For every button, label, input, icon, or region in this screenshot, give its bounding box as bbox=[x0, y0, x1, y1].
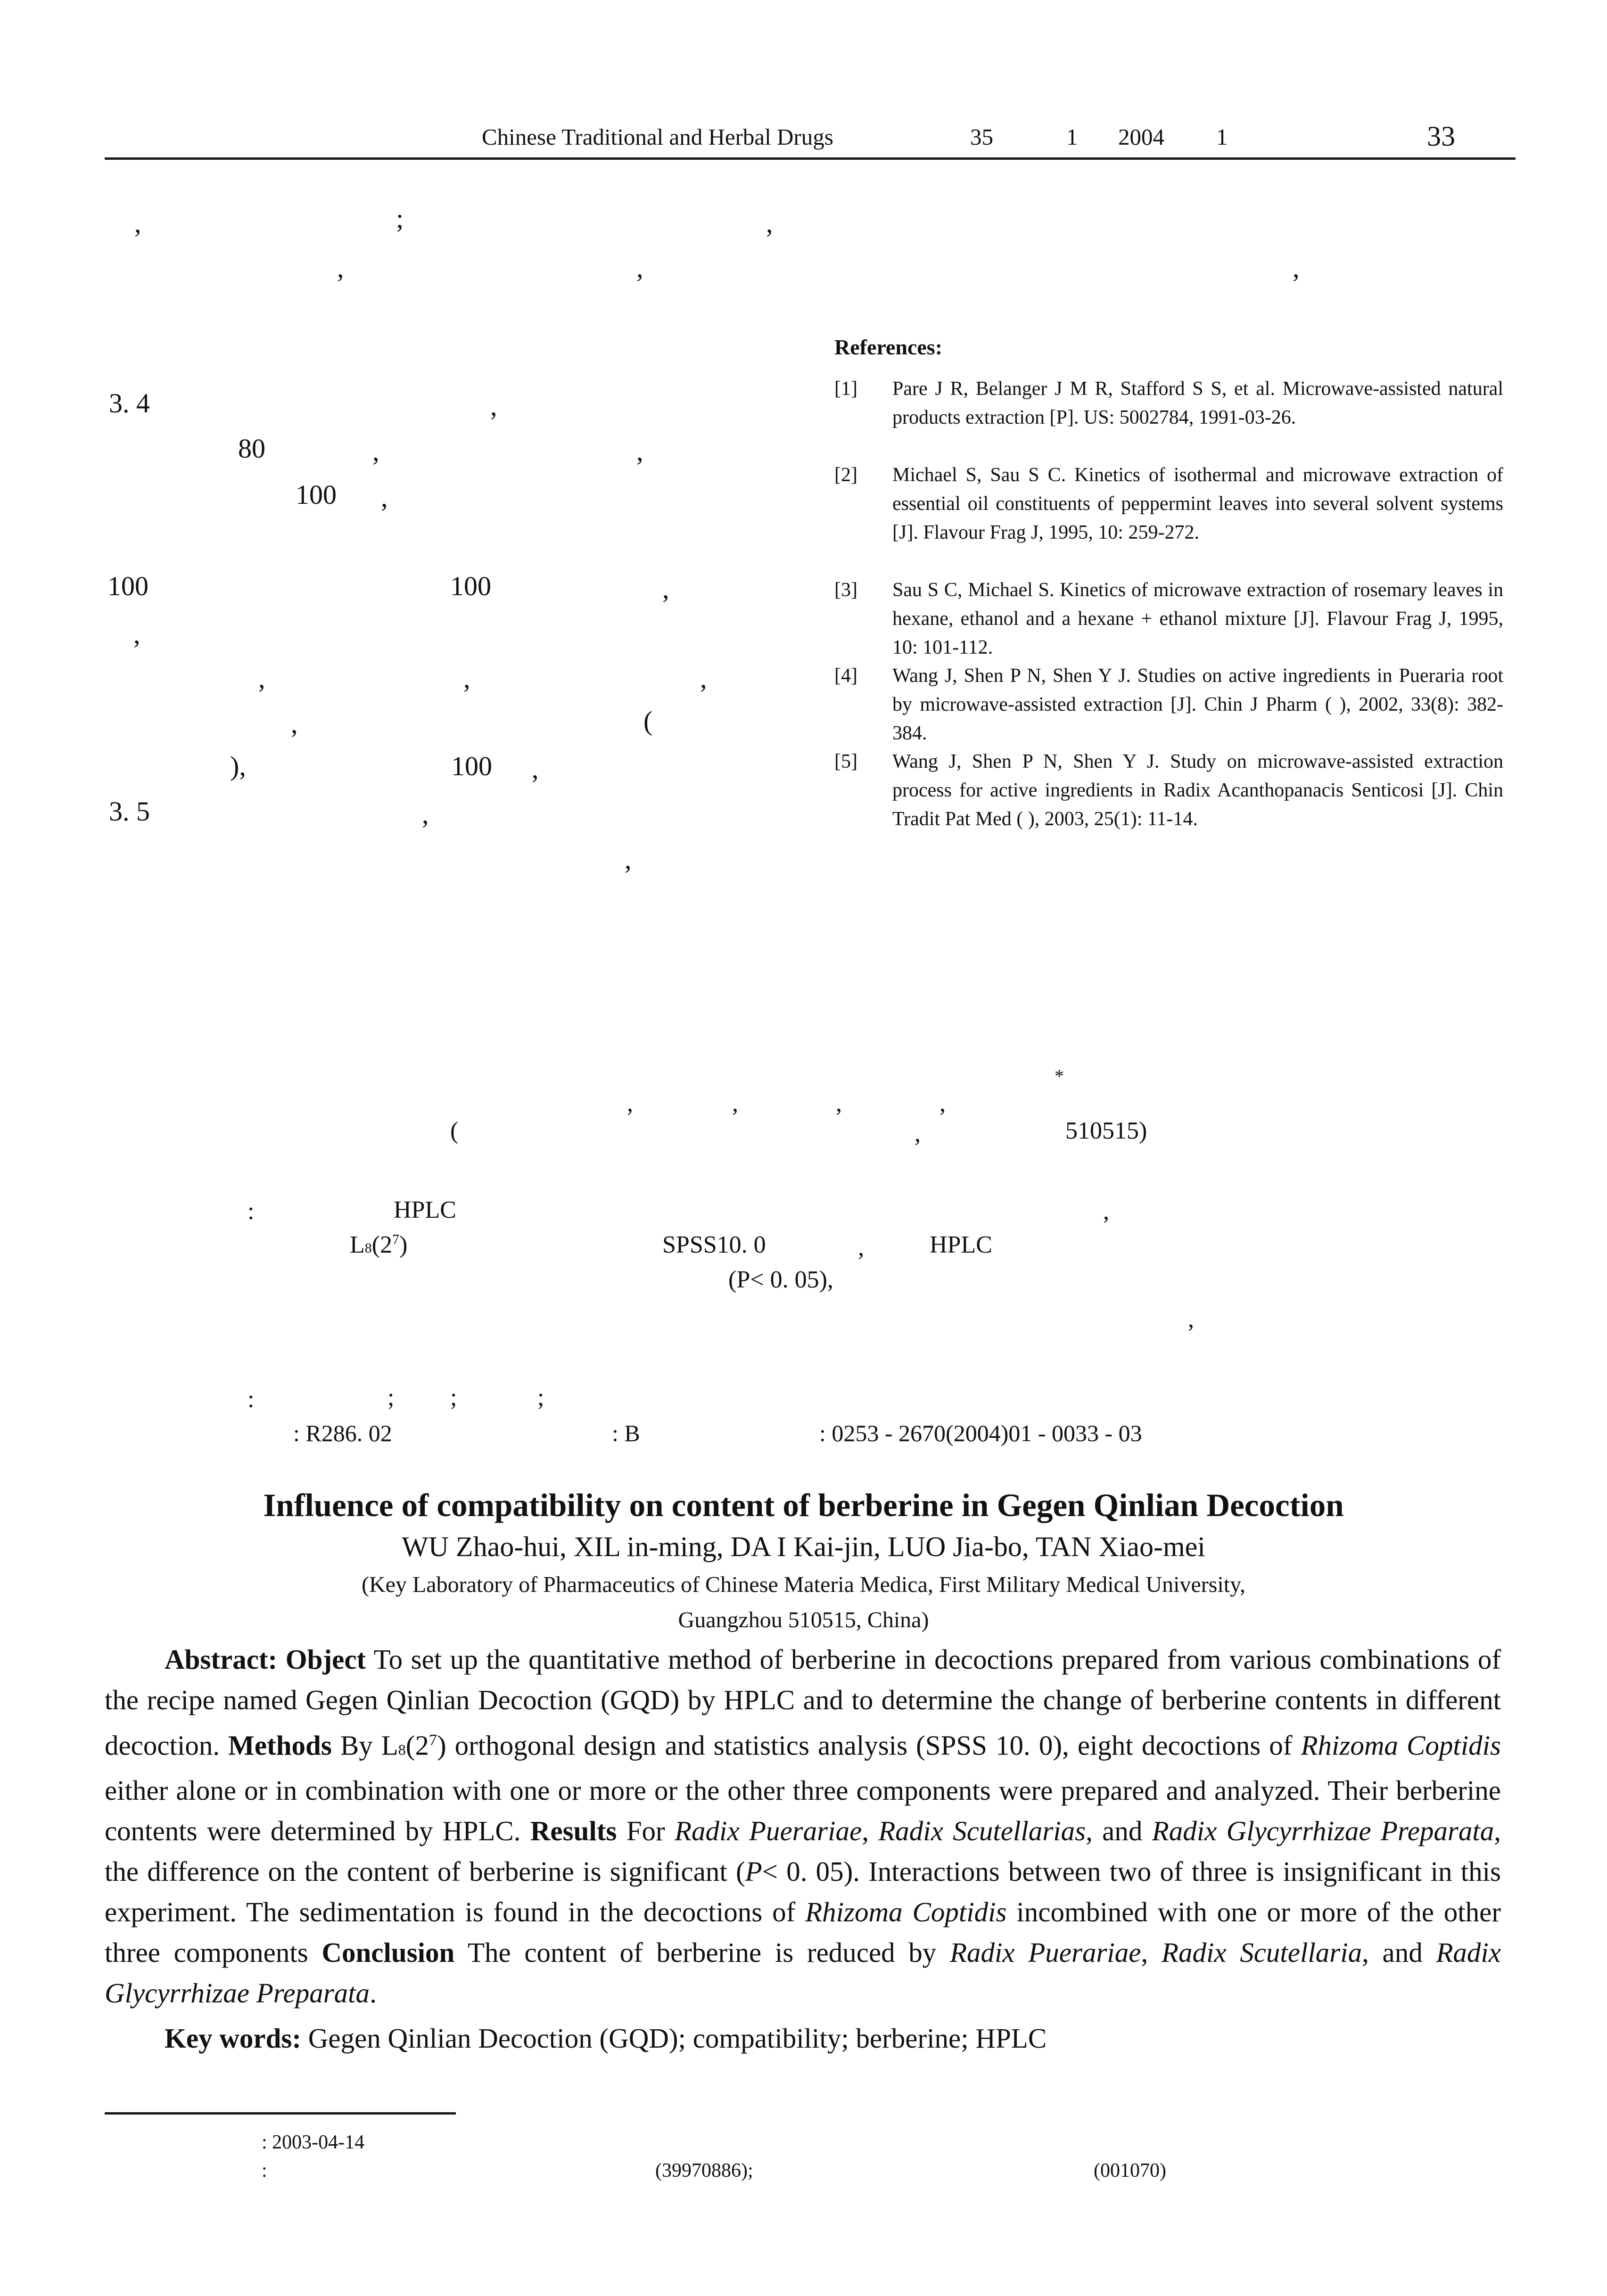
conclusion-italic: Radix Puerariae bbox=[949, 1936, 1141, 1968]
frag: , bbox=[1293, 253, 1300, 283]
reference-text: Sau S C, Michael S. Kinetics of microwave extraction of rosemary leaves in hexane, ethanol and a hexane + ethanol mixture [J]. Flavour Frag J, 1995, 10: 101-112. bbox=[892, 579, 1503, 658]
results-text: , and bbox=[1086, 1815, 1152, 1846]
conclusion-italic: Radix Glycyrrhizae Preparata bbox=[105, 1936, 1501, 2009]
author-separator: , bbox=[627, 1090, 633, 1117]
frag: , bbox=[636, 253, 643, 283]
header-rule bbox=[105, 157, 1516, 160]
frag: 100 bbox=[107, 571, 148, 601]
article-id: : 0253 - 2670(2004)01 - 0033 - 03 bbox=[819, 1420, 1142, 1446]
author-separator: , bbox=[836, 1090, 842, 1117]
methods-text: By L bbox=[331, 1730, 398, 1761]
results-text: < 0. 05). Interactions between two of three is insignificant in this experiment. The sedimentation is found in the decoctions of bbox=[105, 1855, 1501, 1927]
methods-label: Methods bbox=[228, 1730, 332, 1761]
ls-base: L bbox=[350, 1231, 365, 1258]
frag: ), bbox=[230, 751, 246, 781]
document-code: : B bbox=[612, 1420, 640, 1446]
keyword-separator: ; bbox=[537, 1384, 544, 1411]
reference-number: [5] bbox=[834, 751, 857, 772]
journal-issue: 1 bbox=[1066, 124, 1078, 150]
affiliation-postcode: 510515) bbox=[1065, 1117, 1147, 1144]
methods-text: either alone or in combination with one or more or the other three components were prepared and analyzed. Their berberine contents were determined by HPLC. bbox=[105, 1774, 1501, 1846]
ls-sub: 8 bbox=[364, 1240, 372, 1256]
frag: , bbox=[291, 708, 298, 739]
results-text: For bbox=[617, 1815, 675, 1846]
results-label: Results bbox=[530, 1815, 617, 1846]
article-title-en: Influence of compatibility on content of berberine in Gegen Qinlian Decoction bbox=[263, 1487, 1344, 1523]
footnote-rule bbox=[105, 2112, 456, 2115]
frag: 100 bbox=[451, 751, 492, 781]
ls-sup: 7 bbox=[392, 1231, 400, 1247]
frag: , bbox=[463, 663, 470, 694]
methods-sub: 8 bbox=[398, 1741, 406, 1758]
keywords-text: Gegen Qinlian Decoction (GQD); compatibility; berberine; HPLC bbox=[301, 2023, 1047, 2054]
methods-sup: 7 bbox=[429, 1731, 437, 1749]
section-number-3-5: 3. 5 bbox=[109, 796, 150, 827]
frag: ( bbox=[643, 705, 653, 736]
frag: 100 bbox=[296, 479, 337, 510]
abstract-frag: , bbox=[858, 1234, 864, 1261]
keyword-separator: ; bbox=[450, 1384, 457, 1411]
frag: ; bbox=[396, 203, 404, 234]
fund-colon: : bbox=[262, 2160, 267, 2181]
keywords-label: Key words: bbox=[165, 2023, 302, 2054]
page-number: 33 bbox=[1427, 121, 1455, 152]
affiliation-comma: , bbox=[915, 1120, 921, 1147]
results-text: , the difference on the content of berberine is significant ( bbox=[105, 1815, 1501, 1887]
keywords-colon: : bbox=[247, 1386, 255, 1413]
results-italic: Radix Glycyrrhizae Preparata bbox=[1152, 1815, 1494, 1846]
journal-name: Chinese Traditional and Herbal Drugs bbox=[482, 124, 833, 150]
abstract-frag: , bbox=[1103, 1198, 1109, 1225]
object-text: To set up the quantitative method of berberine in decoctions prepared from various combinations of the recipe named Gegen Qinlian Decoction (GQD) by HPLC and to determine the change of berberine contents in different decoction. bbox=[105, 1644, 1501, 1761]
conclusion-text: , bbox=[1141, 1936, 1162, 1968]
affiliation-line-2: Guangzhou 510515, China) bbox=[678, 1607, 929, 1632]
frag: , bbox=[700, 663, 707, 694]
frag: , bbox=[337, 253, 344, 283]
abstract-frag: , bbox=[1188, 1306, 1194, 1333]
affiliation-line-1: (Key Laboratory of Pharmaceutics of Chinese Materia Medica, First Military Medical University, bbox=[362, 1572, 1245, 1597]
article-authors-en: WU Zhao-hui, XIL in-ming, DA I Kai-jin, LUO Jia-bo, TAN Xiao-mei bbox=[402, 1531, 1205, 1562]
reference-number: [3] bbox=[834, 579, 857, 601]
conclusion-label: Conclusion bbox=[321, 1936, 455, 1968]
frag: , bbox=[422, 799, 429, 829]
reference-number: [1] bbox=[834, 378, 857, 400]
section-number-3-4: 3. 4 bbox=[109, 388, 150, 418]
frag: , bbox=[381, 482, 388, 513]
conclusion-text: The content of berberine is reduced by bbox=[454, 1936, 950, 1968]
frag: , bbox=[636, 436, 643, 467]
results-italic: Rhizoma Coptidis bbox=[805, 1896, 1007, 1927]
frag: , bbox=[133, 619, 140, 649]
frag: , bbox=[625, 844, 632, 875]
frag: , bbox=[766, 208, 773, 238]
abstract-colon: : bbox=[247, 1198, 255, 1225]
author-separator: , bbox=[939, 1090, 946, 1117]
ls-close: ) bbox=[399, 1231, 408, 1258]
author-separator: , bbox=[732, 1090, 738, 1117]
frag: , bbox=[532, 754, 539, 784]
methods-text: ) orthogonal design and statistics analysis (SPSS 10. 0), eight decoctions of bbox=[437, 1730, 1301, 1761]
methods-italic: Rhizoma Coptidis bbox=[1301, 1730, 1501, 1761]
reference-text: Wang J, Shen P N, Shen Y J. Studies on active ingredients in Pueraria root by microwave-assisted extraction [J]. Chin J Pharm ( ), 2002, 33(8): 382-384. bbox=[892, 665, 1503, 744]
results-text: , bbox=[862, 1815, 879, 1846]
reference-text: Michael S, Sau S C. Kinetics of isothermal and microwave extraction of essential oil constituents of peppermint leaves into several solvent systems [J]. Flavour Frag J, 1995, 10: 259-272. bbox=[892, 464, 1503, 543]
frag: 100 bbox=[450, 571, 491, 601]
frag: , bbox=[662, 574, 669, 604]
keyword-separator: ; bbox=[387, 1384, 395, 1411]
abstract-hplc: HPLC bbox=[930, 1231, 992, 1258]
abstract-p-value: (P< 0. 05), bbox=[728, 1266, 833, 1293]
conclusion-text: , and bbox=[1362, 1936, 1436, 1968]
results-text: incombined with one or more of the other three components bbox=[105, 1896, 1501, 1968]
journal-volume: 35 bbox=[970, 124, 993, 150]
fund-number-1: (39970886); bbox=[655, 2160, 753, 2181]
frag: , bbox=[258, 663, 265, 694]
frag: 80 bbox=[238, 433, 265, 464]
reference-number: [2] bbox=[834, 464, 857, 486]
frag: , bbox=[372, 436, 379, 467]
journal-month: 1 bbox=[1216, 124, 1228, 150]
frag: , bbox=[134, 208, 141, 238]
references-heading: References: bbox=[834, 335, 943, 359]
results-italic: Radix Scutellarias bbox=[878, 1815, 1086, 1846]
abstract-hplc: HPLC bbox=[394, 1197, 456, 1223]
object-label: Object bbox=[285, 1644, 366, 1675]
reference-text: Wang J, Shen P N, Shen Y J. Study on microwave-assisted extraction process for active ingredients in Radix Acanthopanacis Senticosi [J]. Chin Tradit Pat Med ( ), 2003, 25(1): 11-14. bbox=[892, 751, 1503, 830]
abstract-en bbox=[105, 1639, 1501, 2013]
orthogonal-design bbox=[350, 1231, 407, 1259]
journal-year: 2004 bbox=[1118, 124, 1164, 150]
keywords-en bbox=[165, 2018, 1047, 2058]
fund-number-2: (001070) bbox=[1094, 2160, 1166, 2181]
frag: , bbox=[490, 391, 497, 421]
affiliation-paren: ( bbox=[450, 1117, 459, 1144]
received-date: : 2003-04-14 bbox=[262, 2132, 365, 2153]
reference-number: [4] bbox=[834, 665, 857, 687]
conclusion-text: . bbox=[370, 1977, 377, 2009]
abstract-label: Abstract: bbox=[165, 1644, 278, 1675]
clc-number: : R286. 02 bbox=[293, 1420, 392, 1446]
results-p: P bbox=[745, 1855, 762, 1887]
conclusion-italic: Radix Scutellaria bbox=[1161, 1936, 1362, 1968]
reference-text: Pare J R, Belanger J M R, Stafford S S, et al. Microwave-assisted natural products extraction [P]. US: 5002784, 1991-03-26. bbox=[892, 378, 1503, 428]
corresponding-asterisk: * bbox=[1055, 1066, 1064, 1087]
results-italic: Radix Puerariae bbox=[675, 1815, 862, 1846]
methods-text: (2 bbox=[405, 1730, 429, 1761]
abstract-spss: SPSS10. 0 bbox=[662, 1231, 766, 1258]
ls-paren: (2 bbox=[371, 1231, 393, 1258]
